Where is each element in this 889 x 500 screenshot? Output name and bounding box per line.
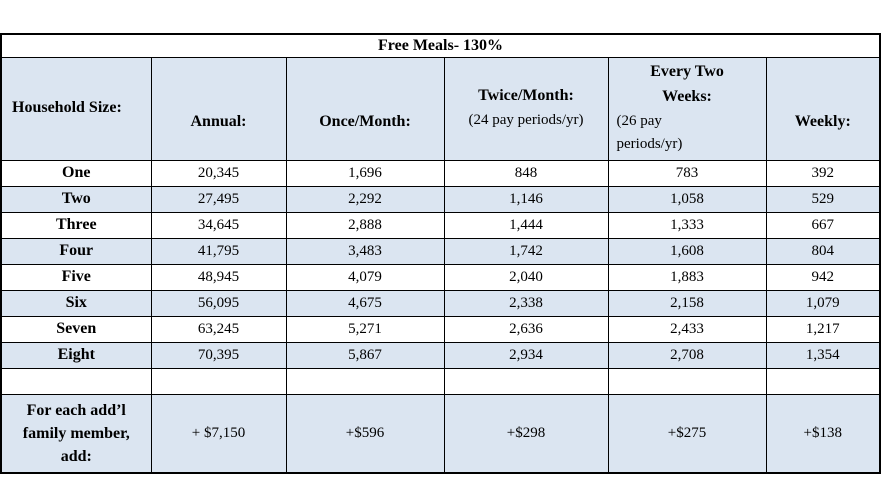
household-size-cell: Six [1,290,151,316]
column-header-label: Weekly: [794,113,851,131]
value-cell: +$298 [444,394,608,473]
value-cell [608,368,766,394]
value-cell: 1,883 [608,264,766,290]
household-size-cell: Five [1,264,151,290]
column-header-once-month [286,57,444,160]
column-header-annual [151,57,286,160]
value-cell: +$138 [766,394,880,473]
value-cell: 1,696 [286,160,444,186]
household-size-cell: Eight [1,342,151,368]
value-cell: 1,608 [608,238,766,264]
household-size-cell: For each add’l family member, add: [1,394,151,473]
value-cell [151,368,286,394]
value-cell: 63,245 [151,316,286,342]
value-cell: 392 [766,160,880,186]
column-header-household-size [1,57,151,160]
column-header-label: Twice/Month: [478,87,574,105]
value-cell: 1,354 [766,342,880,368]
table-row [1,212,880,238]
value-cell: 2,158 [608,290,766,316]
table-header-row [1,57,880,160]
value-cell: 2,433 [608,316,766,342]
household-size-cell: One [1,160,151,186]
value-cell: 1,079 [766,290,880,316]
value-cell [444,368,608,394]
value-cell: 4,675 [286,290,444,316]
column-header-label: Household Size: [12,99,122,117]
table-row [1,238,880,264]
column-header-twice-month [444,57,608,160]
household-size-cell: Two [1,186,151,212]
value-cell: 1,058 [608,186,766,212]
value-cell: 2,040 [444,264,608,290]
household-size-cell: Seven [1,316,151,342]
value-cell [286,368,444,394]
value-cell: 2,292 [286,186,444,212]
value-cell: 41,795 [151,238,286,264]
value-cell: 2,708 [608,342,766,368]
table-row [1,264,880,290]
value-cell: 783 [608,160,766,186]
table-row [1,316,880,342]
table-body [1,160,880,473]
value-cell: 942 [766,264,880,290]
household-size-cell: Four [1,238,151,264]
value-cell: 70,395 [151,342,286,368]
value-cell: 2,338 [444,290,608,316]
value-cell: 529 [766,186,880,212]
column-header-subtext: (26 pay periods/yr) [616,113,683,153]
column-header-subtext: (24 pay periods/yr) [468,112,584,129]
table-row [1,290,880,316]
column-header-label: Once/Month: [319,113,411,131]
value-cell: 3,483 [286,238,444,264]
footer-row [1,394,880,473]
spacer-row [1,368,880,394]
value-cell: 667 [766,212,880,238]
table-title: Free Meals- 130% [1,34,880,57]
value-cell: 5,867 [286,342,444,368]
value-cell: 848 [444,160,608,186]
column-header-label: Annual: [190,113,247,131]
household-size-cell [1,368,151,394]
value-cell: 1,444 [444,212,608,238]
column-header-weekly [766,57,880,160]
value-cell: 2,934 [444,342,608,368]
value-cell: 1,146 [444,186,608,212]
value-cell: 34,645 [151,212,286,238]
value-cell [766,368,880,394]
value-cell: 2,888 [286,212,444,238]
column-header-label: Every Two Weeks: [650,63,724,106]
table-row [1,342,880,368]
value-cell: + $7,150 [151,394,286,473]
table-title-row [1,34,880,57]
value-cell: 4,079 [286,264,444,290]
value-cell: +$596 [286,394,444,473]
table-row [1,160,880,186]
free-meals-table [0,33,881,474]
value-cell: 20,345 [151,160,286,186]
column-header-every-two-weeks [608,57,766,160]
value-cell: 1,742 [444,238,608,264]
table-row [1,186,880,212]
value-cell: 27,495 [151,186,286,212]
value-cell: 1,217 [766,316,880,342]
household-size-cell: Three [1,212,151,238]
value-cell: 5,271 [286,316,444,342]
value-cell: 804 [766,238,880,264]
value-cell: 1,333 [608,212,766,238]
value-cell: 48,945 [151,264,286,290]
value-cell: +$275 [608,394,766,473]
value-cell: 56,095 [151,290,286,316]
value-cell: 2,636 [444,316,608,342]
